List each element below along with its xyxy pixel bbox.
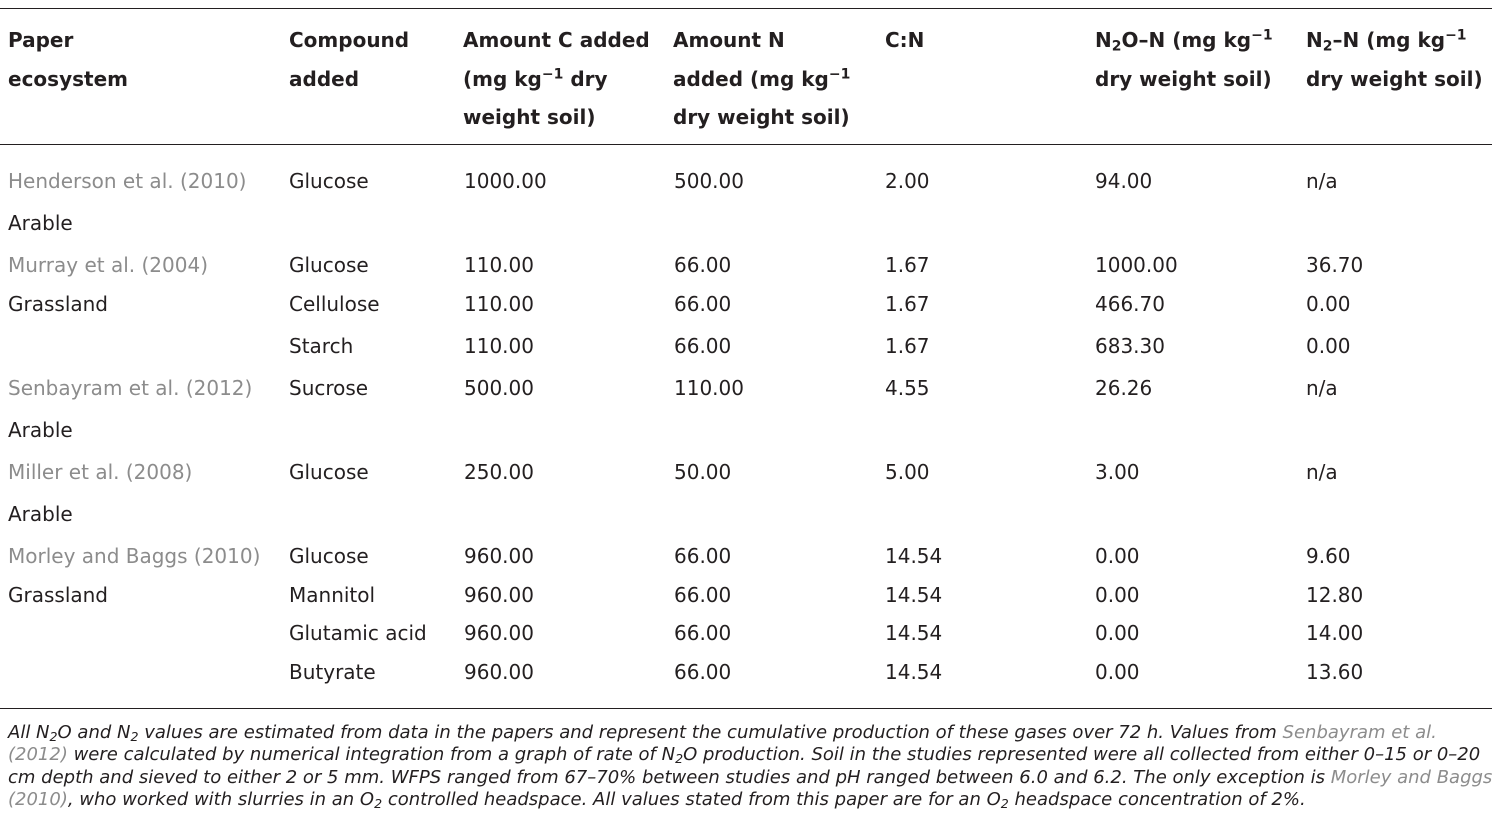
cn-cell: 2.00 <box>885 169 930 193</box>
compound-cell: Glucose <box>289 253 369 277</box>
amount-c-cell: 110.00 <box>464 253 534 277</box>
cn-cell: 14.54 <box>885 621 943 645</box>
n2-n-cell: n/a <box>1306 376 1338 400</box>
reference-link[interactable]: Murray et al. (2004) <box>8 253 209 277</box>
ecosystem-label: Arable <box>8 418 73 442</box>
n2-n-cell: 9.60 <box>1306 544 1351 568</box>
n2o-n-cell: 26.26 <box>1095 376 1153 400</box>
n2o-n-cell: 0.00 <box>1095 660 1140 684</box>
ecosystem-label: Grassland <box>8 292 108 316</box>
amount-n-cell: 66.00 <box>674 660 732 684</box>
amount-n-cell: 66.00 <box>674 544 732 568</box>
amount-c-cell: 960.00 <box>464 660 534 684</box>
table-row <box>0 660 1492 684</box>
amount-c-cell: 1000.00 <box>464 169 547 193</box>
amount-n-cell: 50.00 <box>674 460 732 484</box>
compound-cell: Cellulose <box>289 292 380 316</box>
compound-cell: Glucose <box>289 460 369 484</box>
n2-n-cell: 12.80 <box>1306 583 1364 607</box>
table-row <box>0 253 1492 277</box>
amount-n-cell: 66.00 <box>674 334 732 358</box>
top-rule <box>0 8 1492 9</box>
compound-cell: Glutamic acid <box>289 621 427 645</box>
n2o-n-cell: 0.00 <box>1095 583 1140 607</box>
footnote-reference-link[interactable]: Senbayram et al. (2012) <box>8 722 1437 766</box>
reference-link[interactable]: Senbayram et al. (2012) <box>8 376 253 400</box>
header-rule <box>0 144 1492 145</box>
header-amount-n: Amount N added (mg $kg^{-1}$ dry weight soil) <box>673 28 851 129</box>
ecosystem-label: Arable <box>8 211 73 235</box>
cn-cell: 5.00 <box>885 460 930 484</box>
table-row <box>0 376 1492 400</box>
table-row <box>0 583 1492 607</box>
footnote-reference-link[interactable]: Morley and Baggs (2010) <box>8 766 1493 810</box>
compound-cell: Glucose <box>289 169 369 193</box>
amount-c-cell: 110.00 <box>464 334 534 358</box>
cn-cell: 1.67 <box>885 292 930 316</box>
amount-n-cell: 500.00 <box>674 169 744 193</box>
bottom-rule <box>0 708 1492 709</box>
table-row <box>0 544 1492 568</box>
compound-cell: Glucose <box>289 544 369 568</box>
table-row <box>0 334 1492 358</box>
amount-n-cell: 66.00 <box>674 292 732 316</box>
n2o-n-cell: 0.00 <box>1095 544 1140 568</box>
header-paper-ecosystem: Paper ecosystem <box>8 28 128 91</box>
compound-cell: Mannitol <box>289 583 376 607</box>
cn-cell: 14.54 <box>885 583 943 607</box>
n2-n-cell: 13.60 <box>1306 660 1364 684</box>
n2o-n-cell: 683.30 <box>1095 334 1165 358</box>
header-amount-c: Amount C added (mg $kg^{-1}$ dry weight soil) <box>463 28 650 129</box>
compound-cell: Starch <box>289 334 354 358</box>
table-row <box>0 169 1492 193</box>
n2o-n-cell: 3.00 <box>1095 460 1140 484</box>
n2-n-cell: n/a <box>1306 460 1338 484</box>
reference-link[interactable]: Morley and Baggs (2010) <box>8 544 261 568</box>
n2-n-cell: 0.00 <box>1306 292 1351 316</box>
compound-cell: Butyrate <box>289 660 376 684</box>
table-row <box>0 460 1492 484</box>
amount-c-cell: 960.00 <box>464 544 534 568</box>
cn-cell: 14.54 <box>885 660 943 684</box>
n2o-n-cell: 1000.00 <box>1095 253 1178 277</box>
table-footnote: All $N_2O$ and $N_2$ values are estimated from data in the papers and represent the cumulative production of these gases over 72 h. Values from Senbayram et al. (2012) were calculated by numerical integration from a graph of rate of $N_2O$ production. Soil in the studies represented were all collected from either 0–15 or 0–20 cm depth and sieved to either 2 or 5 mm. WFPS ranged from 67–70% between studies and pH ranged between 6.0 and 6.2. The only exception is Morley and Baggs (2010), who worked with slurries in an $O_2$ controlled headspace. All values stated from this paper are for an $O_2$ headspace concentration of 2%. <box>8 722 1493 812</box>
cn-cell: 14.54 <box>885 544 943 568</box>
amount-c-cell: 500.00 <box>464 376 534 400</box>
table-row <box>0 621 1492 645</box>
table-row <box>0 292 1492 316</box>
amount-c-cell: 110.00 <box>464 292 534 316</box>
header-cn: C:N <box>885 28 925 52</box>
amount-n-cell: 66.00 <box>674 583 732 607</box>
amount-c-cell: 250.00 <box>464 460 534 484</box>
amount-n-cell: 66.00 <box>674 621 732 645</box>
n2o-n-cell: 466.70 <box>1095 292 1165 316</box>
ecosystem-label: Grassland <box>8 583 108 607</box>
n2-n-cell: 0.00 <box>1306 334 1351 358</box>
cn-cell: 4.55 <box>885 376 930 400</box>
n2-n-cell: 14.00 <box>1306 621 1364 645</box>
n2o-n-cell: 0.00 <box>1095 621 1140 645</box>
reference-link[interactable]: Henderson et al. (2010) <box>8 169 247 193</box>
header-compound-added: Compound added <box>289 28 410 91</box>
cn-cell: 1.67 <box>885 253 930 277</box>
cn-cell: 1.67 <box>885 334 930 358</box>
amount-c-cell: 960.00 <box>464 583 534 607</box>
n2-n-cell: 36.70 <box>1306 253 1364 277</box>
n2-n-cell: n/a <box>1306 169 1338 193</box>
reference-link[interactable]: Miller et al. (2008) <box>8 460 193 484</box>
header-n2o-n: $N_2O-N$ (mg $kg^{-1}$ dry weight soil) <box>1095 27 1273 91</box>
amount-n-cell: 66.00 <box>674 253 732 277</box>
ecosystem-label: Arable <box>8 502 73 526</box>
compound-cell: Sucrose <box>289 376 369 400</box>
amount-c-cell: 960.00 <box>464 621 534 645</box>
amount-n-cell: 110.00 <box>674 376 744 400</box>
header-n2-n: $N_2-N$ (mg $kg^{-1}$ dry weight soil) <box>1306 27 1483 91</box>
n2o-n-cell: 94.00 <box>1095 169 1153 193</box>
